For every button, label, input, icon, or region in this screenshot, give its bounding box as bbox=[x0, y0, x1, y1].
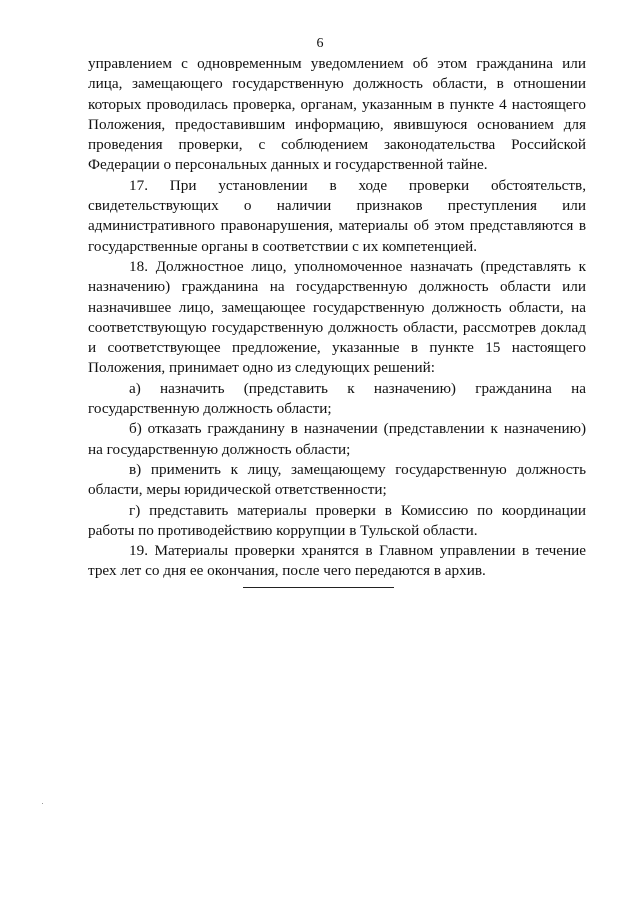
scan-speck bbox=[42, 803, 43, 804]
page-number: 6 bbox=[316, 36, 324, 51]
paragraph-18-item-v: в) применить к лицу, замещающему государственную должность области, меры юридической ответственности; bbox=[88, 460, 586, 499]
end-of-document-rule bbox=[243, 587, 394, 588]
paragraph-18-item-b: б) отказать гражданину в назначении (представлении к назначению) на государственную должность области; bbox=[88, 420, 586, 458]
paragraph-19: 19. Материалы проверки хранятся в Главном управлении в течение трех лет со дня ее окончания, после чего передаются в архив. bbox=[88, 542, 586, 580]
paragraph-18-item-a: а) назначить (представить к назначению) гражданина на государственную должность области; bbox=[88, 379, 586, 418]
paragraph-17: 17. При установлении в ходе проверки обстоятельств, свидетельствующих о наличии признаков преступления или административного правонарушения, материалы об этом представляются в государственные органы в соответствии с их компетенцией. bbox=[88, 176, 586, 255]
paragraph-18: 18. Должностное лицо, уполномоченное назначать (представлять к назначению) гражданина на государственную должность области или назначившее лицо, замещающее государственную должность области, на соответствующую государственную должность области, рассмотрев доклад и соответствующее предложение, указанные в пункте 15 настоящего Положения, принимает одно из следующих решений: bbox=[88, 257, 586, 377]
paragraph-16-continuation: управлением с одновременным уведомлением об этом гражданина или лица, замещающего государственную должность области, в отношении которых проводилась проверка, органам, указанным в пункте 4 настоящего Положения, предоставившим информацию, явившуюся основанием для проведения проверки, с соблюдением законодательства Российской Федерации о персональных данных и государственной тайне. bbox=[88, 55, 586, 174]
paragraph-18-item-g: г) представить материалы проверки в Комиссию по координации работы по противодействию коррупции в Тульской области. bbox=[88, 501, 586, 539]
document-body bbox=[88, 54, 586, 582]
